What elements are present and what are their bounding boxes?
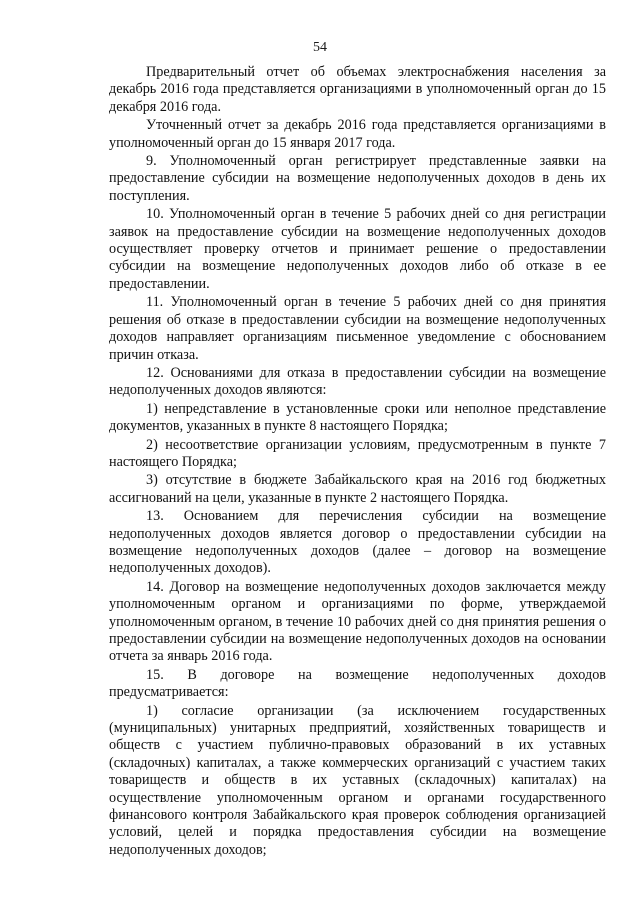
paragraph-item-9: 9. Уполномоченный орган регистрирует представленные заявки на предоставление субсидии на возмещение недополученных доходов в день их поступления. (109, 153, 606, 204)
document-body (109, 64, 606, 860)
paragraph-preliminary-report: Предварительный отчет об объемах электроснабжения населения за декабрь 2016 года представляется организациями в уполномоченный орган до 15 декабря 2016 года. (109, 64, 606, 115)
paragraph-item-13: 13. Основанием для перечисления субсидии на возмещение недополученных доходов является договор о предоставлении субсидии на возмещение недополученных доходов (далее – договор на возмещение недополученных доходов). (109, 508, 606, 577)
paragraph-refined-report: Уточненный отчет за декабрь 2016 года представляется организациями в уполномоченный орган до 15 января 2017 года. (109, 117, 606, 151)
paragraph-item-12-sub-2: 2) несоответствие организации условиям, предусмотренным в пункте 7 настоящего Порядка; (109, 436, 606, 470)
paragraph-item-12: 12. Основаниями для отказа в предоставлении субсидии на возмещение недополученных доходов являются: (109, 364, 606, 399)
paragraph-item-11: 11. Уполномоченный орган в течение 5 рабочих дней со дня принятия решения об отказе в предоставлении субсидии на возмещение недополученных доходов направляет организациям письменное уведомление с обоснованием причин отказа. (109, 294, 606, 363)
page-number: 54 (313, 40, 327, 55)
paragraph-item-15: 15. В договоре на возмещение недополученных доходов предусматривается: (109, 666, 606, 701)
paragraph-item-10: 10. Уполномоченный орган в течение 5 рабочих дней со дня регистрации заявок на предоставление субсидии на возмещение недополученных доходов осуществляет проверку отчетов и принимает решение о предоставлении субсидии на возмещение недополученных доходов либо об отказе в ее предоставлении. (109, 206, 606, 292)
paragraph-item-12-sub-1: 1) непредставление в установленные сроки или неполное представление документов, указанных в пункте 8 настоящего Порядка; (109, 400, 606, 435)
paragraph-item-15-sub-1: 1) согласие организации (за исключением государственных (муниципальных) унитарных предприятий, хозяйственных товариществ и обществ с участием публично-правовых образований в их уставных (складочных) капиталах, а также коммерческих организаций с участием таких товариществ и обществ в их уставных (складочных) капиталах) на осуществление уполномоченным органом и органами государственного финансового контроля Забайкальского края проверок соблюдения организацией условий, целей и порядка предоставления субсидии на возмещение недополученных доходов; (109, 702, 606, 858)
paragraph-item-12-sub-3: 3) отсутствие в бюджете Забайкальского края на 2016 год бюджетных ассигнований на цели, указанные в пункте 2 настоящего Порядка. (109, 472, 606, 506)
paragraph-item-14: 14. Договор на возмещение недополученных доходов заключается между уполномоченным органом и организациями по форме, утверждаемой уполномоченным органом, в течение 10 рабочих дней со дня принятия решения о предоставлении субсидии на возмещение недополученных доходов на основании отчета за январь 2016 года. (109, 578, 606, 665)
